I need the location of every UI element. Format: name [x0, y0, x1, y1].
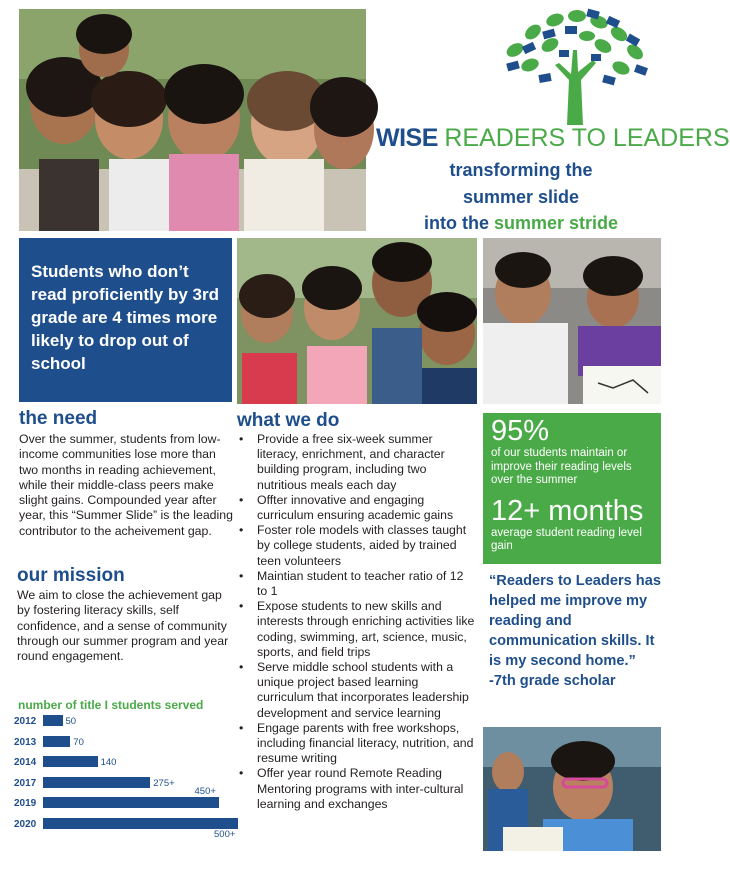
whatwedo-item: • Provide a free six-week summer literacy, enrichment, and character building program, including two nutritious meals each day [237, 432, 477, 493]
tagline-line3-highlight: summer stride [493, 213, 619, 233]
statistic-callout [19, 238, 232, 402]
students-served-chart [14, 715, 244, 840]
chart-bar [43, 715, 63, 726]
whatwedo-item: • Engage parents with free workshops, including financial literacy, nutrition, and resume writing [237, 721, 477, 767]
whatwedo-item: • Offter innovative and engaging curriculum ensuring academic gains [237, 493, 477, 523]
hero-photo-group-of-girls [19, 9, 366, 231]
whatwedo-item: • Serve middle school students with a unique project based learning curriculum that incorporates leadership development and service learning [237, 660, 477, 721]
chart-year-label: 2020 [14, 819, 37, 830]
testimonial-text: “Readers to Leaders has helped me improve my reading and communication skills. It is my second home.” [489, 573, 661, 669]
chart-year-label: 2012 [14, 716, 37, 727]
chart-year-label: 2017 [14, 777, 37, 789]
testimonial-attribution: -7th grade scholar [489, 673, 616, 689]
chart-bar [43, 756, 98, 767]
mission-body: We aim to close the achievement gap by fostering literacy skills, self confidence, and a sense of community through our summer program and year round engagement. [17, 588, 229, 664]
stats-box [483, 413, 661, 564]
tree-logo-icon [495, 10, 655, 125]
logo-wordmark [376, 124, 730, 153]
tagline-line1: transforming the [449, 160, 593, 180]
chart-value-label: 50 [65, 716, 77, 727]
whatwedo-list [237, 432, 477, 812]
chart-year-label: 2019 [14, 798, 37, 810]
stat2-label: average student reading level gain [491, 526, 642, 552]
whatwedo-item: • Expose students to new skills and interests through enriching activities like coding, swimming, art, science, music, sports, and field trips [237, 599, 477, 660]
chart-bar [43, 777, 150, 788]
chart-bar [43, 797, 219, 808]
testimonial-quote [489, 571, 665, 691]
tagline-line3 [376, 213, 666, 234]
photo-mentor-with-student [483, 238, 661, 404]
chart-value-label: 450+ [194, 786, 216, 798]
stat2-value: 12+ months [491, 494, 644, 527]
need-body: Over the summer, students from low-income communities lose more than two months in reading achievement, while their middle-class peers make slight gains. Compounded year after year, this “Summer Slide” is the leading contributor to the acheivement gap. [19, 432, 233, 538]
logo-name: READERS TO LEADERS [444, 124, 730, 152]
chart-bar [43, 736, 70, 747]
stat1-value: 95% [491, 415, 550, 447]
logo-brand: WISE [376, 124, 438, 152]
whatwedo-item: • Offer year round Remote Reading Mentoring programs with inter-cultural learning and exchanges [237, 766, 477, 812]
photo-kids-smiling [237, 238, 477, 404]
tagline-line3-prefix: into the [423, 213, 494, 233]
chart-year-label: 2014 [14, 757, 37, 769]
whatwedo-item: • Maintian student to teacher ratio of 12 to 1 [237, 569, 477, 599]
photo-girl-reading [483, 727, 661, 851]
whatwedo-item: • Foster role models with classes taught by college students, aided by trained teen volunteers [237, 523, 477, 569]
need-heading: the need [19, 408, 98, 429]
chart-value-label: 70 [73, 736, 84, 748]
chart-title: number of title I students served [18, 698, 204, 712]
chart-value-label: 140 [100, 757, 117, 769]
chart-bar [43, 818, 238, 829]
chart-year-label: 2013 [14, 736, 37, 748]
tagline-line2: summer slide [462, 187, 580, 207]
chart-value-label: 500+ [214, 829, 236, 840]
stat1-label: of our students maintain or improve their reading levels over the summer [491, 447, 632, 486]
chart-value-label: 275+ [153, 777, 175, 789]
whatwedo-heading: what we do [237, 410, 340, 431]
statistic-callout-text: Students who don’t read proficiently by 3rd grade are 4 times more likely to drop out of school [31, 262, 219, 373]
mission-heading: our mission [17, 565, 125, 586]
